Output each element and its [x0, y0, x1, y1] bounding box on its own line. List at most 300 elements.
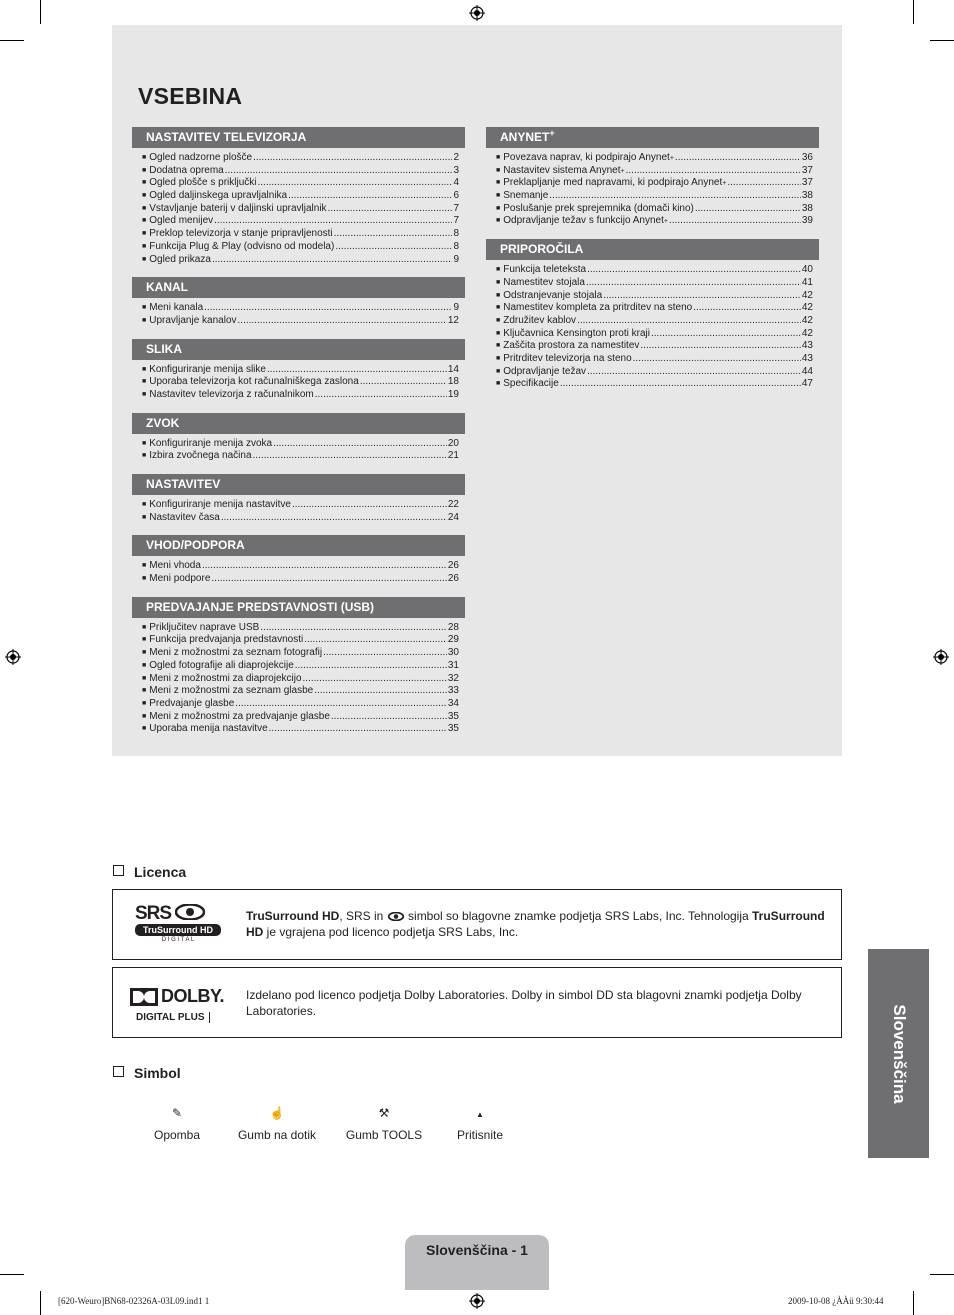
- dot-leader: [214, 215, 452, 228]
- srs-text-bold: TruSurround HD: [246, 909, 340, 923]
- toc-entry[interactable]: [496, 215, 813, 228]
- toc-entry-page: 36: [801, 152, 813, 163]
- square-bullet-icon: ■: [142, 242, 147, 250]
- srs-circle-icon: [175, 904, 205, 920]
- dot-leader: [292, 499, 447, 512]
- dot-leader: [288, 190, 452, 203]
- toc-entry-title: Ogled plošče s priključki: [149, 177, 257, 189]
- square-bullet-icon: ■: [142, 623, 147, 631]
- dot-leader: [304, 634, 447, 647]
- section-header: [132, 413, 465, 434]
- section-header: [132, 535, 465, 556]
- toc-left-column: [132, 127, 465, 747]
- dot-leader: [267, 364, 447, 377]
- square-bullet-icon: ■: [142, 316, 147, 324]
- srs-inline-icon: [387, 912, 405, 921]
- dot-leader: [586, 277, 801, 290]
- footer-file-info: [620-Weuro]BN68-02326A-03L09.ind1 1: [58, 1296, 210, 1306]
- square-bullet-icon: ■: [142, 154, 147, 161]
- toc-entry[interactable]: [142, 660, 459, 673]
- toc-right-column: [486, 127, 819, 402]
- page-number-tab: [405, 1235, 549, 1290]
- square-bullet-icon: ■: [496, 278, 501, 286]
- toc-entry[interactable]: [142, 573, 459, 586]
- toc-entry[interactable]: [142, 723, 459, 736]
- dot-leader: [269, 723, 447, 736]
- square-bullet-icon: ■: [496, 354, 501, 362]
- section-title: PRIPOROČILA: [500, 242, 584, 257]
- registration-mark-icon: [469, 5, 485, 21]
- toc-entry[interactable]: [142, 203, 459, 216]
- toc-entry-page: 7: [453, 202, 459, 214]
- toc-entry[interactable]: [142, 376, 459, 389]
- square-bullet-icon: ■: [142, 166, 147, 174]
- dolby-digital-plus-text: DIGITAL PLUS: [136, 1012, 210, 1023]
- dolby-dd-icon: [130, 988, 158, 1006]
- toc-entry-page: 42: [801, 314, 813, 326]
- toc-entry-sup: +: [722, 180, 727, 188]
- square-bullet-icon: ■: [142, 661, 147, 669]
- dot-leader: [225, 165, 453, 178]
- section-list: [486, 264, 819, 391]
- square-bullet-icon: ■: [496, 266, 501, 274]
- toc-entry-title: Poslušanje prek sprejemnika (domači kino): [503, 202, 694, 214]
- dot-leader: [323, 647, 447, 660]
- toc-entry[interactable]: [496, 302, 813, 315]
- toc-entry-page: 43: [801, 340, 813, 352]
- toc-entry-title: Preklop televizorja v stanje pripravljenosti: [149, 228, 333, 240]
- toc-entry-page: 42: [801, 289, 813, 301]
- symbol-note: [140, 1106, 214, 1142]
- toc-entry-page: 26: [447, 560, 459, 572]
- language-side-tab: [868, 949, 929, 1158]
- toc-entry-title: Ogled menijev: [149, 215, 214, 227]
- dot-leader: [295, 660, 447, 673]
- toc-entry[interactable]: [142, 152, 459, 165]
- dot-leader: [211, 573, 446, 586]
- toc-entry-title: Meni podpore: [149, 573, 211, 585]
- dot-leader: [258, 177, 453, 190]
- toc-entry-page: 26: [447, 573, 459, 585]
- toc-entry[interactable]: [142, 190, 459, 203]
- toc-entry-sup: +: [663, 218, 668, 226]
- srs-logo-text: SRS: [135, 903, 172, 924]
- toc-entry-title: Odpravljanje težav: [503, 365, 587, 377]
- toc-entry[interactable]: [142, 685, 459, 698]
- symbol-tools: [340, 1106, 428, 1142]
- toc-entry-title: Konfiguriranje menija nastavitve: [149, 499, 291, 510]
- toc-entry[interactable]: [142, 364, 459, 377]
- toc-entry[interactable]: [142, 673, 459, 686]
- section-title: KANAL: [146, 280, 188, 295]
- toc-entry-page: 4: [453, 177, 459, 189]
- crop-mark: [913, 0, 914, 24]
- toc-entry[interactable]: [142, 315, 459, 328]
- dot-leader: [577, 315, 801, 328]
- toc-entry-page: 24: [447, 511, 459, 523]
- toc-entry-title: Preklapljanje med napravami, ki podpirajo Anynet: [503, 177, 723, 189]
- toc-entry-page: 7: [453, 215, 459, 227]
- dot-leader: [328, 203, 453, 216]
- toc-entry[interactable]: [142, 499, 459, 512]
- symbol-heading-text: Simbol: [134, 1065, 181, 1081]
- toc-entry-title: Ogled prikaza: [149, 253, 211, 265]
- srs-text: je vgrajena pod licenco podjetja SRS Labs, Inc.: [263, 925, 519, 939]
- crop-mark: [0, 40, 24, 41]
- toc-entry[interactable]: [142, 560, 459, 573]
- toc-entry[interactable]: [496, 264, 813, 277]
- toc-entry-page: 30: [447, 647, 459, 659]
- toc-entry[interactable]: [496, 378, 813, 391]
- toc-entry-title: Meni z možnostmi za predvajanje glasbe: [149, 710, 330, 722]
- toc-entry-page: 8: [453, 240, 459, 252]
- section-title: ANYNET: [500, 130, 550, 144]
- toc-entry[interactable]: [496, 328, 813, 341]
- square-bullet-icon: ■: [142, 230, 147, 238]
- square-bullet-icon: ■: [142, 390, 147, 398]
- dot-leader: [695, 203, 801, 216]
- toc-entry-title: Funkcija teleteksta: [503, 264, 587, 276]
- dot-leader: [303, 673, 447, 686]
- dolby-licence-box: [112, 967, 842, 1038]
- toc-entry[interactable]: [496, 203, 813, 216]
- toc-entry-page: 39: [801, 215, 813, 227]
- toc-entry-page: 34: [447, 697, 459, 709]
- section-list: [486, 152, 819, 228]
- toc-entry[interactable]: [496, 315, 813, 328]
- square-bullet-icon: ■: [142, 699, 147, 707]
- dot-leader: [560, 378, 801, 391]
- press-icon: ▲: [476, 1110, 484, 1119]
- page-number: Slovenščina - 1: [426, 1242, 528, 1258]
- square-bullet-icon: ■: [496, 291, 501, 299]
- checkbox-bullet-icon: [113, 865, 124, 876]
- square-bullet-icon: ■: [142, 636, 147, 644]
- square-bullet-icon: ■: [142, 687, 147, 695]
- dot-leader: [335, 241, 452, 254]
- square-bullet-icon: ■: [142, 649, 147, 657]
- registration-mark-icon: [469, 1293, 485, 1309]
- dot-leader: [260, 622, 447, 635]
- dot-leader: [651, 328, 801, 341]
- toc-entry-title: Meni z možnostmi za diaprojekcijo: [149, 672, 302, 684]
- square-bullet-icon: ■: [496, 316, 501, 324]
- toc-entry-title: Konfiguriranje menija slike: [149, 363, 266, 375]
- dot-leader: [549, 190, 801, 203]
- registration-mark-icon: [933, 649, 949, 665]
- toc-entry[interactable]: [496, 277, 813, 290]
- toc-entry-page: 22: [447, 499, 459, 510]
- toc-entry-title: Meni z možnostmi za seznam glasbe: [149, 685, 314, 697]
- toc-entry-page: 42: [801, 327, 813, 339]
- toc-entry[interactable]: [142, 698, 459, 711]
- crop-mark: [930, 1274, 954, 1275]
- symbol-heading: [113, 1065, 181, 1081]
- toc-entry-title: Predvajanje glasbe: [149, 697, 235, 709]
- square-bullet-icon: ■: [496, 304, 501, 312]
- section-header: [132, 339, 465, 360]
- square-bullet-icon: ■: [142, 179, 147, 187]
- square-bullet-icon: ■: [142, 192, 147, 200]
- dolby-licence-text: Izdelano pod licenco podjetja Dolby Laboratories. Dolby in simbol DD sta blagovni znamki podjetja Dolby Laboratories.: [246, 988, 802, 1018]
- toc-entry-page: 33: [447, 685, 459, 697]
- dot-leader: [640, 340, 800, 353]
- toc-entry-sup: +: [669, 155, 674, 162]
- toc-entry-page: 6: [453, 190, 459, 202]
- srs-licence-box: [112, 889, 842, 960]
- toc-entry-sup: +: [620, 167, 625, 175]
- crop-mark: [0, 1274, 24, 1275]
- licence-heading: [113, 864, 186, 880]
- srs-digital-text: D I G I T A L: [161, 937, 195, 943]
- section-title: ZVOK: [146, 415, 180, 430]
- dot-leader: [204, 302, 452, 315]
- toc-entry-title: Meni vhoda: [149, 560, 201, 572]
- toc-entry-page: 19: [447, 388, 459, 400]
- section-title-sup: +: [549, 128, 555, 138]
- toc-entry[interactable]: [496, 366, 813, 379]
- crop-mark: [40, 1291, 41, 1315]
- toc-entry[interactable]: [142, 215, 459, 228]
- square-bullet-icon: ■: [142, 255, 147, 263]
- dot-leader: [334, 228, 453, 241]
- toc-entry-title: Nastavitev časa: [149, 511, 220, 523]
- toc-entry[interactable]: [142, 254, 459, 267]
- square-bullet-icon: ■: [142, 562, 147, 570]
- dot-leader: [603, 290, 801, 303]
- toc-entry-page: 32: [447, 672, 459, 684]
- square-bullet-icon: ■: [142, 452, 147, 460]
- dot-leader: [202, 560, 447, 573]
- toc-entry[interactable]: [142, 165, 459, 178]
- toc-entry-page: 37: [801, 164, 813, 176]
- toc-entry[interactable]: [142, 177, 459, 190]
- symbol-press: [446, 1106, 514, 1142]
- square-bullet-icon: ■: [496, 204, 501, 212]
- dot-leader: [253, 450, 447, 463]
- square-bullet-icon: ■: [496, 166, 501, 174]
- toc-entry-page: 44: [801, 365, 813, 377]
- toc-entry-title: Povezava naprav, ki podpirajo Anynet: [503, 152, 670, 163]
- toc-entry-title: Ogled fotografije ali diaprojekcije: [149, 659, 294, 671]
- section-title: VHOD/PODPORA: [146, 538, 245, 553]
- toc-entry-page: 29: [447, 634, 459, 646]
- dot-leader: [253, 152, 452, 165]
- dot-leader: [360, 376, 447, 389]
- registration-mark-icon: [5, 649, 21, 665]
- section-list: [132, 499, 465, 524]
- toc-entry-title: Specifikacije: [503, 378, 559, 390]
- toc-entry-page: 37: [801, 177, 813, 189]
- toc-entry-page: 14: [447, 363, 459, 375]
- symbol-label: Gumb na dotik: [237, 1128, 317, 1142]
- section-header: [486, 239, 819, 260]
- toc-entry-title: Vstavljanje baterij v daljinski upravljalnik: [149, 202, 327, 214]
- toc-entry[interactable]: [142, 647, 459, 660]
- section-header: [132, 127, 465, 148]
- dot-leader: [315, 389, 447, 402]
- dot-leader: [633, 353, 801, 366]
- square-bullet-icon: ■: [496, 154, 501, 161]
- square-bullet-icon: ■: [496, 367, 501, 375]
- page-title: VSEBINA: [138, 83, 243, 109]
- toc-entry-title: Zaščita prostora za namestitev: [503, 340, 640, 352]
- toc-entry-title: Funkcija predvajanja predstavnosti: [149, 634, 304, 646]
- toc-entry-page: 43: [801, 352, 813, 364]
- symbol-label: Pritisnite: [456, 1128, 503, 1142]
- square-bullet-icon: ■: [142, 712, 147, 720]
- toc-entry-title: Pritrditev televizorja na steno: [503, 352, 632, 364]
- toc-entry-title: Ogled daljinskega upravljalnika: [149, 190, 288, 202]
- symbol-one-touch: [232, 1106, 322, 1142]
- section-title: SLIKA: [146, 341, 182, 356]
- toc-entry-title: Namestitev kompleta za pritrditev na steno: [503, 302, 693, 314]
- section-title: PREDVAJANJE PREDSTAVNOSTI (USB): [146, 599, 375, 614]
- square-bullet-icon: ■: [142, 439, 147, 447]
- dolby-logo: [130, 986, 228, 1022]
- toc-entry-title: Konfiguriranje menija zvoka: [149, 437, 273, 449]
- toc-entry[interactable]: [496, 190, 813, 203]
- toc-entry-page: 42: [801, 302, 813, 314]
- one-touch-icon: ☝: [269, 1106, 285, 1120]
- srs-text-bold: TruSurround HD: [246, 909, 825, 939]
- section-list: [132, 302, 465, 327]
- section-list: [132, 364, 465, 402]
- crop-mark: [930, 40, 954, 41]
- square-bullet-icon: ■: [142, 204, 147, 212]
- toc-entry[interactable]: [142, 389, 459, 402]
- toc-entry[interactable]: [142, 634, 459, 647]
- toc-entry-page: 12: [447, 314, 459, 326]
- dot-leader: [238, 315, 447, 328]
- dot-leader: [273, 438, 447, 451]
- square-bullet-icon: ■: [142, 674, 147, 682]
- section-list: [132, 438, 465, 463]
- square-bullet-icon: ■: [496, 217, 501, 225]
- square-bullet-icon: ■: [142, 304, 147, 312]
- toc-entry-title: Uporaba televizorja kot računalniškega zaslona: [149, 376, 359, 388]
- dot-leader: [587, 366, 801, 379]
- srs-trusurround-badge: TruSurround HD: [135, 924, 221, 936]
- section-list: [132, 152, 465, 266]
- toc-entry-title: Dodatna oprema: [149, 164, 224, 176]
- toc-entry-page: 21: [447, 450, 459, 462]
- dot-leader: [331, 711, 447, 724]
- toc-entry-page: 35: [447, 710, 459, 722]
- toc-entry[interactable]: [142, 622, 459, 635]
- symbol-label: Opomba: [153, 1128, 201, 1142]
- dot-leader: [314, 685, 447, 698]
- toc-entry-title: Snemanje: [503, 190, 549, 202]
- section-header: [132, 597, 465, 618]
- square-bullet-icon: ■: [142, 725, 147, 733]
- square-bullet-icon: ■: [142, 501, 147, 508]
- toc-entry-page: 41: [801, 276, 813, 288]
- toc-entry[interactable]: [496, 177, 813, 190]
- crop-mark: [40, 0, 41, 24]
- toc-entry[interactable]: [142, 711, 459, 724]
- square-bullet-icon: ■: [496, 179, 501, 187]
- toc-entry[interactable]: [496, 340, 813, 353]
- section-header: [132, 474, 465, 495]
- toc-entry-page: 38: [801, 202, 813, 214]
- toc-entry-page: 31: [447, 659, 459, 671]
- srs-logo: [135, 904, 223, 950]
- toc-entry[interactable]: [142, 241, 459, 254]
- section-title: NASTAVITEV TELEVIZORJA: [146, 130, 307, 144]
- note-icon: ✎: [171, 1106, 183, 1120]
- srs-text: simbol so blagovne znamke podjetja SRS Labs, Inc. Tehnologija: [404, 909, 753, 923]
- square-bullet-icon: ■: [496, 192, 501, 200]
- toc-entry-title: Odstranjevanje stojala: [503, 289, 603, 301]
- dot-leader: [727, 177, 801, 190]
- square-bullet-icon: ■: [142, 217, 147, 225]
- crop-mark: [913, 1291, 914, 1315]
- dot-leader: [669, 215, 801, 228]
- srs-text: , SRS in: [339, 909, 387, 923]
- toc-entry-title: Odpravljanje težav s funkcijo Anynet: [503, 215, 664, 227]
- toc-entry[interactable]: [142, 302, 459, 315]
- toc-entry-title: Ogled nadzorne plošče: [149, 152, 253, 163]
- square-bullet-icon: ■: [496, 329, 501, 337]
- language-side-tab-label: Slovenščina: [889, 1003, 909, 1104]
- toc-entry[interactable]: [142, 228, 459, 241]
- toc-entry-title: Namestitev stojala: [503, 276, 585, 288]
- srs-licence-text: [246, 908, 838, 940]
- toc-entry-page: 9: [453, 253, 459, 265]
- toc-entry[interactable]: [142, 438, 459, 451]
- toc-entry-title: Uporaba menija nastavitve: [149, 723, 268, 735]
- dot-leader: [693, 302, 801, 315]
- footer-timestamp: 2009-10-08 ¿ÀÀü 9:30:44: [788, 1296, 884, 1306]
- checkbox-bullet-icon: [113, 1066, 124, 1077]
- square-bullet-icon: ■: [142, 513, 147, 521]
- symbol-label: Gumb TOOLS: [345, 1128, 423, 1142]
- toc-entry[interactable]: [142, 450, 459, 463]
- toc-entry-page: 40: [801, 264, 813, 276]
- toc-entry[interactable]: [496, 165, 813, 178]
- dolby-logo-text: DOLBY.: [161, 986, 225, 1006]
- toc-entry-page: 9: [453, 302, 459, 314]
- toc-entry-page: 28: [447, 621, 459, 633]
- toc-entry[interactable]: [496, 290, 813, 303]
- toc-entry-title: Izbira zvočnega načina: [149, 450, 252, 462]
- square-bullet-icon: ■: [142, 575, 147, 583]
- toc-entry-page: 3: [453, 164, 459, 176]
- toc-entry-title: Ključavnica Kensington proti kraji: [503, 327, 650, 339]
- toc-entry[interactable]: [142, 512, 459, 525]
- toc-entry-page: 8: [453, 228, 459, 240]
- toc-entry-title: Nastavitev sistema Anynet: [503, 164, 621, 176]
- dot-leader: [675, 152, 801, 165]
- section-header: [486, 127, 819, 148]
- square-bullet-icon: ■: [142, 378, 147, 386]
- toc-entry[interactable]: [496, 353, 813, 366]
- toc-entry-page: 35: [447, 723, 459, 735]
- toc-entry-title: Priključitev naprave USB: [149, 621, 260, 633]
- dot-leader: [221, 512, 447, 525]
- tools-icon: ⚒: [378, 1106, 390, 1120]
- dot-leader: [212, 254, 453, 267]
- section-header: [132, 277, 465, 298]
- toc-entry-title: Nastavitev televizorja z računalnikom: [149, 388, 314, 400]
- toc-entry-title: Funkcija Plug & Play (odvisno od modela): [149, 240, 335, 252]
- section-list: [132, 622, 465, 736]
- dot-leader: [587, 264, 801, 277]
- section-title: NASTAVITEV: [146, 477, 221, 491]
- toc-entry[interactable]: [496, 152, 813, 165]
- square-bullet-icon: ■: [496, 380, 501, 388]
